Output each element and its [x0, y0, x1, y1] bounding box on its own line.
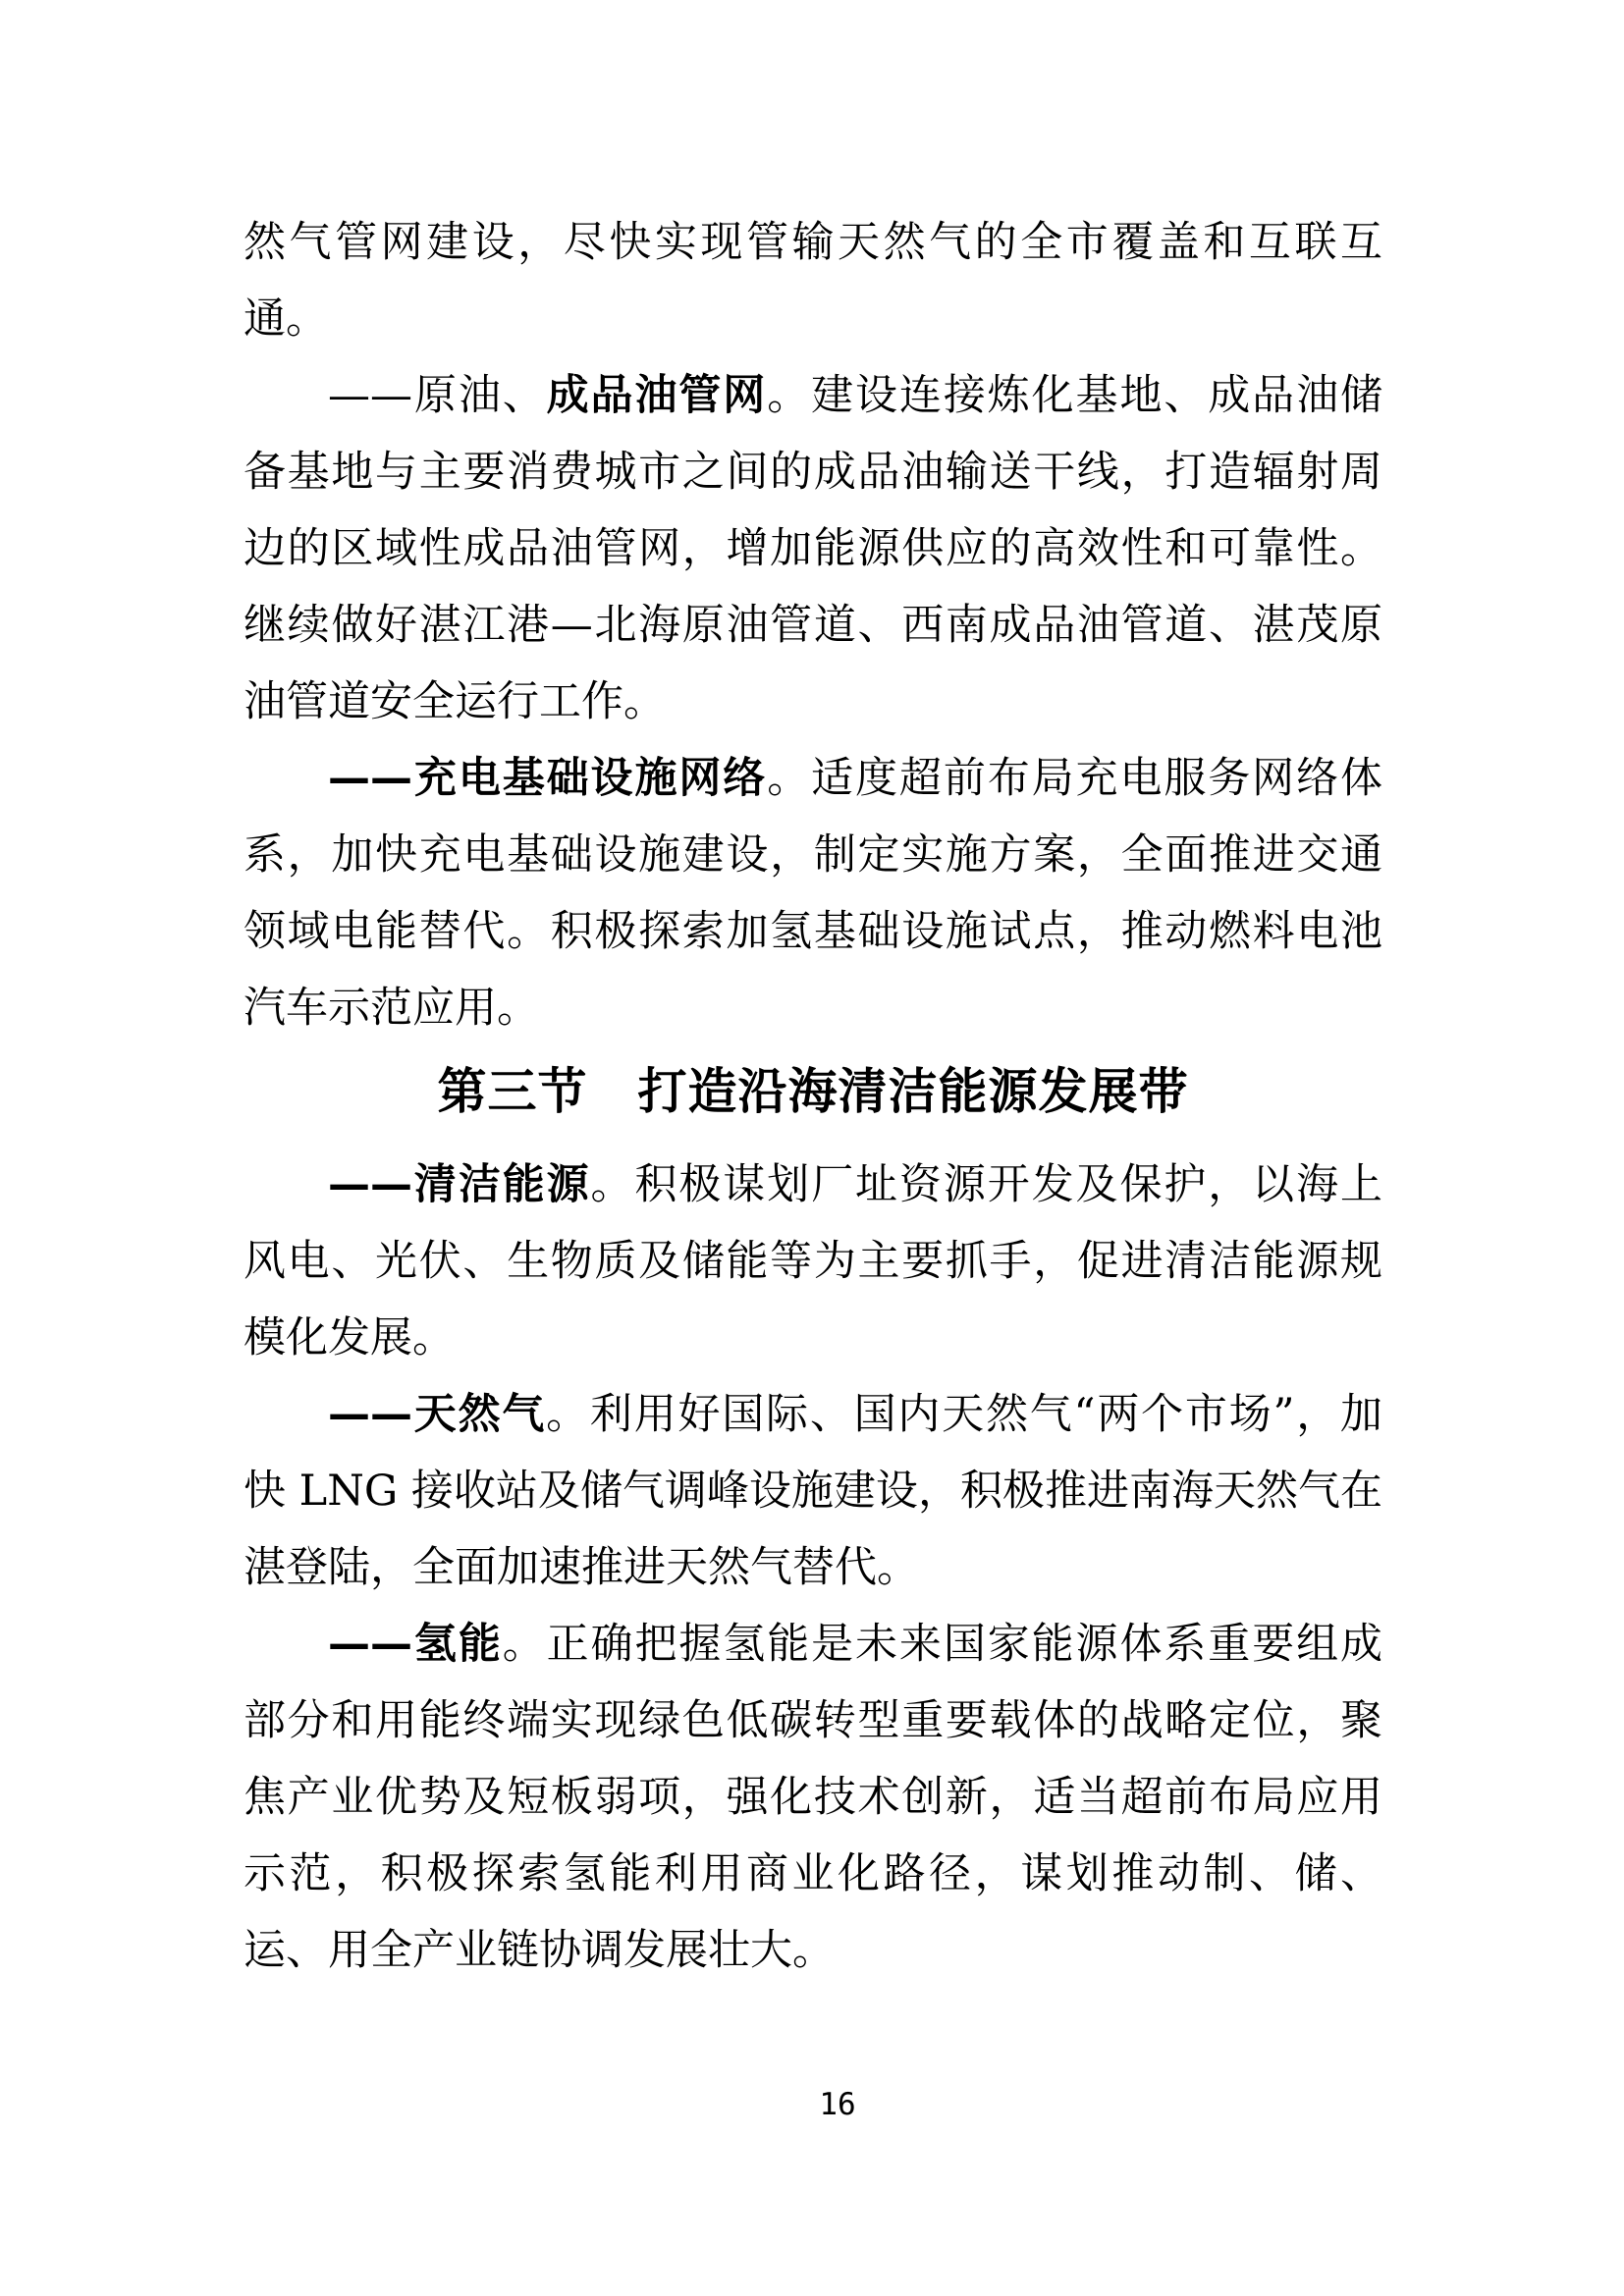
text-run: 。积极谋划厂址资源开发及保护，以海上风电、光伏、生物质及储能等为主要抓手，促进清洁能源规模化发展。 — [244, 1160, 1383, 1362]
paragraph — [244, 740, 1382, 1046]
emphasis-text-run: ——清洁能源 — [328, 1160, 591, 1209]
paragraph — [244, 1147, 1382, 1376]
text-run: 。正确把握氢能是未来国家能源体系重要组成部分和用能终端实现绿色低碳转型重要载体的战略定位，聚焦产业优势及短板弱项，强化技术创新，适当超前布局应用示范，积极探索氢能利用商业化路径，谋划推动制、储、运、用全产业链协调发展壮大。 — [244, 1620, 1383, 1975]
text-run: 。适度超前布局充电服务网络体系，加快充电基础设施建设，制定实施方案，全面推进交通领域电能替代。积极探索加氢基础设施试点，推动燃料电池汽车示范应用。 — [244, 754, 1383, 1033]
paragraph — [244, 1606, 1382, 1989]
emphasis-text-run: 成品油管网 — [546, 371, 768, 420]
emphasis-text-run: ——氢能 — [328, 1620, 503, 1669]
emphasis-text-run: ——充电基础设施网络 — [328, 754, 768, 803]
text-run: ——原油、 — [328, 371, 547, 420]
text-run: 。利用好国际、国内天然气“两个市场”，加快 LNG 接收站及储气调峰设施建设，积极推进南海天然气在湛登陆，全面加速推进天然气替代。 — [244, 1390, 1383, 1592]
section-heading: 第三节 打造沿海清洁能源发展带 — [437, 1063, 1189, 1120]
paragraph — [244, 204, 1382, 357]
emphasis-text-run: ——天然气 — [328, 1390, 547, 1439]
paragraph — [244, 1376, 1382, 1606]
text-run: 。建设连接炼化基地、成品油储备基地与主要消费城市之间的成品油输送干线，打造辐射周边的区域性成品油管网，增加能源供应的高效性和可靠性。继续做好湛江港—北海原油管道、西南成品油管道、湛茂原油管道安全运行工作。 — [244, 371, 1383, 726]
page-number: 16 — [819, 2087, 856, 2122]
paragraph — [244, 357, 1382, 740]
document-body — [244, 204, 1382, 1989]
text-run: 然气管网建设，尽快实现管输天然气的全市覆盖和互联互通。 — [244, 218, 1382, 344]
